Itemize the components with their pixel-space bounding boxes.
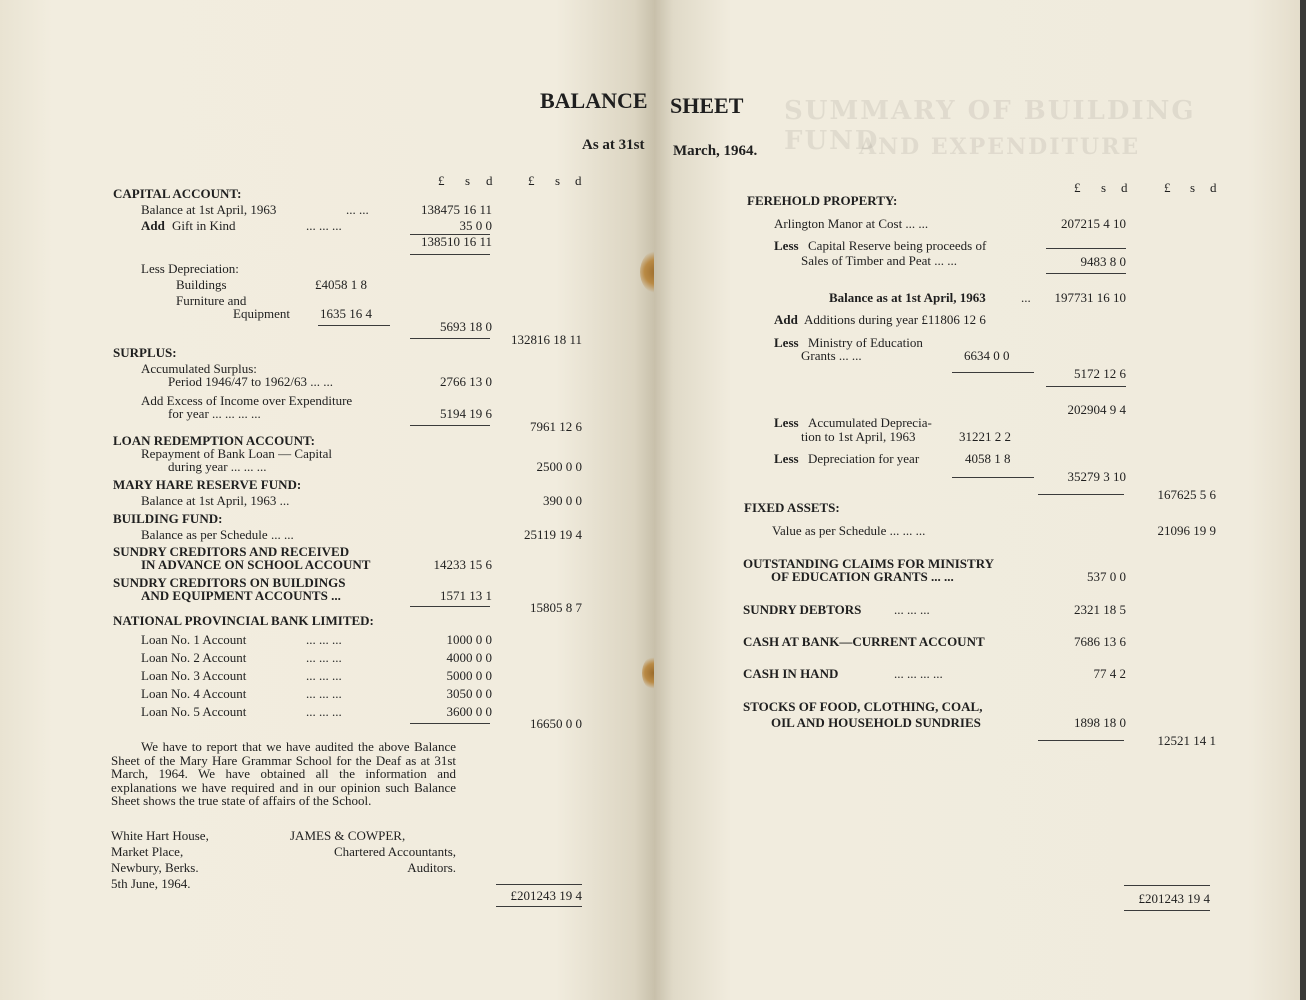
- surplus-total: 7961 12 6: [530, 419, 582, 434]
- outstanding-value: 537 0 0: [1087, 569, 1126, 584]
- dots: ... ... ...: [306, 704, 342, 719]
- freehold-heading: FEREHOLD PROPERTY:: [747, 193, 898, 208]
- additions-label: Additions during year £11806 12 6: [804, 312, 986, 327]
- rule: [1124, 910, 1210, 911]
- reserve-fund-label: Balance at 1st April, 1963 ...: [141, 493, 290, 508]
- dots: ... ... ... ...: [894, 666, 943, 681]
- stocks-value: 1898 18 0: [1074, 715, 1126, 730]
- rule: [496, 906, 582, 907]
- rule: [952, 372, 1034, 373]
- grants-label: Ministry of Education: [808, 335, 923, 350]
- loan-value: 3600 0 0: [446, 704, 492, 719]
- reserve-label: Sales of Timber and Peat ... ...: [801, 253, 957, 268]
- address-line: White Hart House,: [111, 828, 209, 843]
- col-pound: £: [1164, 180, 1171, 195]
- freehold-net: 167625 5 6: [1157, 487, 1216, 502]
- building-fund-heading: BUILDING FUND:: [113, 511, 223, 526]
- acc-dep-label: Accumulated Deprecia-: [808, 415, 932, 430]
- net-additions: 5172 12 6: [1074, 366, 1126, 381]
- loan-redemption-year: during year ... ... ...: [168, 459, 267, 474]
- loan-value: 4000 0 0: [446, 650, 492, 665]
- rule: [1046, 248, 1126, 249]
- col-d: d: [1210, 180, 1217, 195]
- freehold-subtotal: 202904 9 4: [1067, 402, 1126, 417]
- building-fund-label: Balance as per Schedule ... ...: [141, 527, 294, 542]
- add-word: Add: [141, 218, 165, 233]
- right-page: [654, 0, 1300, 1000]
- grants-value: 6634 0 0: [964, 348, 1010, 363]
- capital-net: 132816 18 11: [510, 332, 582, 347]
- col-pound: £: [1074, 180, 1081, 195]
- fixed-assets-heading: FIXED ASSETS:: [744, 500, 840, 515]
- excess-year: for year ... ... ... ...: [168, 406, 261, 421]
- dep-year-value: 4058 1 8: [965, 451, 1011, 466]
- stain: [642, 656, 654, 690]
- col-d: d: [486, 173, 493, 188]
- dep-total: 35279 3 10: [1067, 469, 1126, 484]
- furniture-label: Equipment: [233, 306, 291, 321]
- rule: [496, 884, 582, 885]
- col-d: d: [575, 173, 582, 188]
- capital-balance-label: Balance at 1st April, 1963: [141, 202, 277, 217]
- sundry-debtors-label: SUNDRY DEBTORS: [743, 602, 862, 617]
- outstanding-claims: OUTSTANDING CLAIMS FOR MINISTRY: [743, 556, 995, 571]
- sundry-creditors-school-value: 14233 15 6: [433, 557, 492, 572]
- less-word: Less: [774, 335, 799, 350]
- loan-value: 5000 0 0: [446, 668, 492, 683]
- outstanding-claims: OF EDUCATION GRANTS ... ...: [771, 569, 954, 584]
- reserve-fund-value: 390 0 0: [543, 493, 582, 508]
- col-pound: £: [528, 173, 535, 188]
- gift-label: Gift in Kind: [172, 218, 236, 233]
- accumulated-value: 2766 13 0: [440, 374, 492, 389]
- furniture-value: 1635 16 4: [320, 306, 372, 321]
- accumulated-label: Accumulated Surplus:: [141, 361, 257, 376]
- dots: ... ... ...: [306, 686, 342, 701]
- capital-balance-value: 138475 16 11: [420, 202, 492, 217]
- bank-heading: NATIONAL PROVINCIAL BANK LIMITED:: [113, 613, 374, 628]
- sundry-creditors-total: 15805 8 7: [530, 600, 582, 615]
- less-word: Less: [774, 415, 799, 430]
- dep-total: 5693 18 0: [440, 319, 492, 334]
- furniture-label: Furniture and: [176, 293, 247, 308]
- address-line: Market Place,: [111, 844, 184, 859]
- grand-total-right: £201243 19 4: [1138, 891, 1210, 906]
- cash-hand-value: 77 4 2: [1093, 666, 1126, 681]
- address-line: 5th June, 1964.: [111, 876, 191, 891]
- col-s: s: [1101, 180, 1107, 195]
- rule: [410, 254, 490, 255]
- dots: ... ... ...: [306, 650, 342, 665]
- grants-label: Grants ... ...: [801, 348, 862, 363]
- date-left: As at 31st: [582, 137, 645, 153]
- loan-redemption-heading: LOAN REDEMPTION ACCOUNT:: [113, 433, 315, 448]
- cash-hand-label: CASH IN HAND: [743, 666, 839, 681]
- gift-value: 35 0 0: [459, 218, 492, 233]
- reserve-label: Capital Reserve being proceeds of: [808, 238, 987, 253]
- reserve-value: 9483 8 0: [1080, 254, 1126, 269]
- bleed-through-text: SUMMARY OF BUILDING FUND: [784, 96, 1196, 156]
- rule: [952, 477, 1034, 478]
- accumulated-period: Period 1946/47 to 1962/63 ... ...: [168, 374, 334, 389]
- building-fund-value: 25119 19 4: [523, 527, 582, 542]
- less-dep-label: Less Depreciation:: [141, 261, 239, 276]
- loan-label: Loan No. 5 Account: [141, 704, 247, 719]
- date-right: March, 1964.: [673, 143, 758, 159]
- audit-statement: We have to report that we have audited the above Balance Sheet of the Mary Hare Grammar School for the Deaf as at 31st March, 1964. We have obtained all the information and explanations we have required and in our opinion such Balance Sheet shows the true state of affairs of the School.: [111, 739, 456, 808]
- loan-label: Loan No. 1 Account: [141, 632, 247, 647]
- rule: [1046, 386, 1126, 387]
- page-title-right: SHEET: [670, 93, 744, 118]
- stocks-label: STOCKS OF FOOD, CLOTHING, COAL,: [743, 699, 983, 714]
- dep-year-label: Depreciation for year: [808, 451, 920, 466]
- dots: ... ... ...: [306, 632, 342, 647]
- auditor-role: Auditors.: [407, 860, 456, 875]
- surplus-heading: SURPLUS:: [113, 345, 177, 360]
- col-s: s: [1190, 180, 1196, 195]
- less-word: Less: [774, 238, 799, 253]
- bleed-through-text: AND EXPENDITURE: [859, 134, 1141, 160]
- loan-value: 1000 0 0: [446, 632, 492, 647]
- less-word: Less: [774, 451, 799, 466]
- grand-total-left: £201243 19 4: [510, 888, 582, 903]
- capital-heading: CAPITAL ACCOUNT:: [113, 186, 242, 201]
- auditor-title: Chartered Accountants,: [333, 844, 456, 859]
- sundry-creditors-buildings: SUNDRY CREDITORS ON BUILDINGS: [113, 575, 346, 590]
- dots: ... ... ...: [306, 218, 342, 233]
- dots: ... ...: [346, 202, 369, 217]
- rule: [318, 325, 390, 326]
- excess-value: 5194 19 6: [440, 406, 492, 421]
- loan-redemption-label: Repayment of Bank Loan — Capital: [141, 446, 332, 461]
- arlington-label: Arlington Manor at Cost ... ...: [774, 216, 929, 231]
- col-s: s: [555, 173, 561, 188]
- rule: [1038, 494, 1124, 495]
- bank-total: 16650 0 0: [530, 716, 582, 731]
- capital-subtotal: 138510 16 11: [420, 234, 492, 249]
- arlington-value: 207215 4 10: [1061, 216, 1126, 231]
- loan-value: 3050 0 0: [446, 686, 492, 701]
- rule: [1124, 885, 1210, 886]
- freehold-balance-value: 197731 16 10: [1054, 290, 1126, 305]
- rule: [410, 606, 490, 607]
- dots: ... ... ...: [894, 602, 930, 617]
- cash-bank-value: 7686 13 6: [1074, 634, 1126, 649]
- loan-label: Loan No. 4 Account: [141, 686, 247, 701]
- loan-redemption-value: 2500 0 0: [536, 459, 582, 474]
- rule: [410, 723, 490, 724]
- loan-label: Loan No. 2 Account: [141, 650, 247, 665]
- address-line: Newbury, Berks.: [111, 860, 199, 875]
- sundry-creditors-school: SUNDRY CREDITORS AND RECEIVED: [113, 544, 350, 559]
- stain: [640, 250, 654, 294]
- rule: [410, 425, 490, 426]
- sundry-creditors-buildings: AND EQUIPMENT ACCOUNTS ...: [141, 588, 341, 603]
- rule: [410, 338, 490, 339]
- col-pound: £: [438, 173, 445, 188]
- buildings-value: £4058 1 8: [315, 277, 367, 292]
- excess-label: Add Excess of Income over Expenditure: [141, 393, 353, 408]
- buildings-label: Buildings: [176, 277, 227, 292]
- freehold-balance-label: Balance as at 1st April, 1963: [829, 290, 986, 305]
- reserve-fund-heading: MARY HARE RESERVE FUND:: [113, 477, 302, 492]
- acc-dep-label: tion to 1st April, 1963: [801, 429, 916, 444]
- col-s: s: [465, 173, 471, 188]
- loan-label: Loan No. 3 Account: [141, 668, 247, 683]
- sundry-creditors-school: IN ADVANCE ON SCHOOL ACCOUNT: [141, 557, 371, 572]
- sundry-debtors-value: 2321 18 5: [1074, 602, 1126, 617]
- add-word: Add: [774, 312, 798, 327]
- dots: ... ... ...: [306, 668, 342, 683]
- fixed-assets-label: Value as per Schedule ... ... ...: [772, 523, 926, 538]
- rule: [1046, 273, 1126, 274]
- page-title-left: BALANCE: [540, 88, 648, 113]
- dots: ...: [1021, 290, 1031, 305]
- current-assets-total: 12521 14 1: [1157, 733, 1216, 748]
- fixed-assets-value: 21096 19 9: [1157, 523, 1216, 538]
- col-d: d: [1121, 180, 1128, 195]
- sundry-creditors-buildings-value: 1571 13 1: [440, 588, 492, 603]
- cash-bank-label: CASH AT BANK—CURRENT ACCOUNT: [743, 634, 985, 649]
- acc-dep-value: 31221 2 2: [959, 429, 1011, 444]
- rule: [1038, 740, 1124, 741]
- auditor-name: JAMES & COWPER,: [290, 828, 406, 843]
- stocks-label: OIL AND HOUSEHOLD SUNDRIES: [771, 715, 981, 730]
